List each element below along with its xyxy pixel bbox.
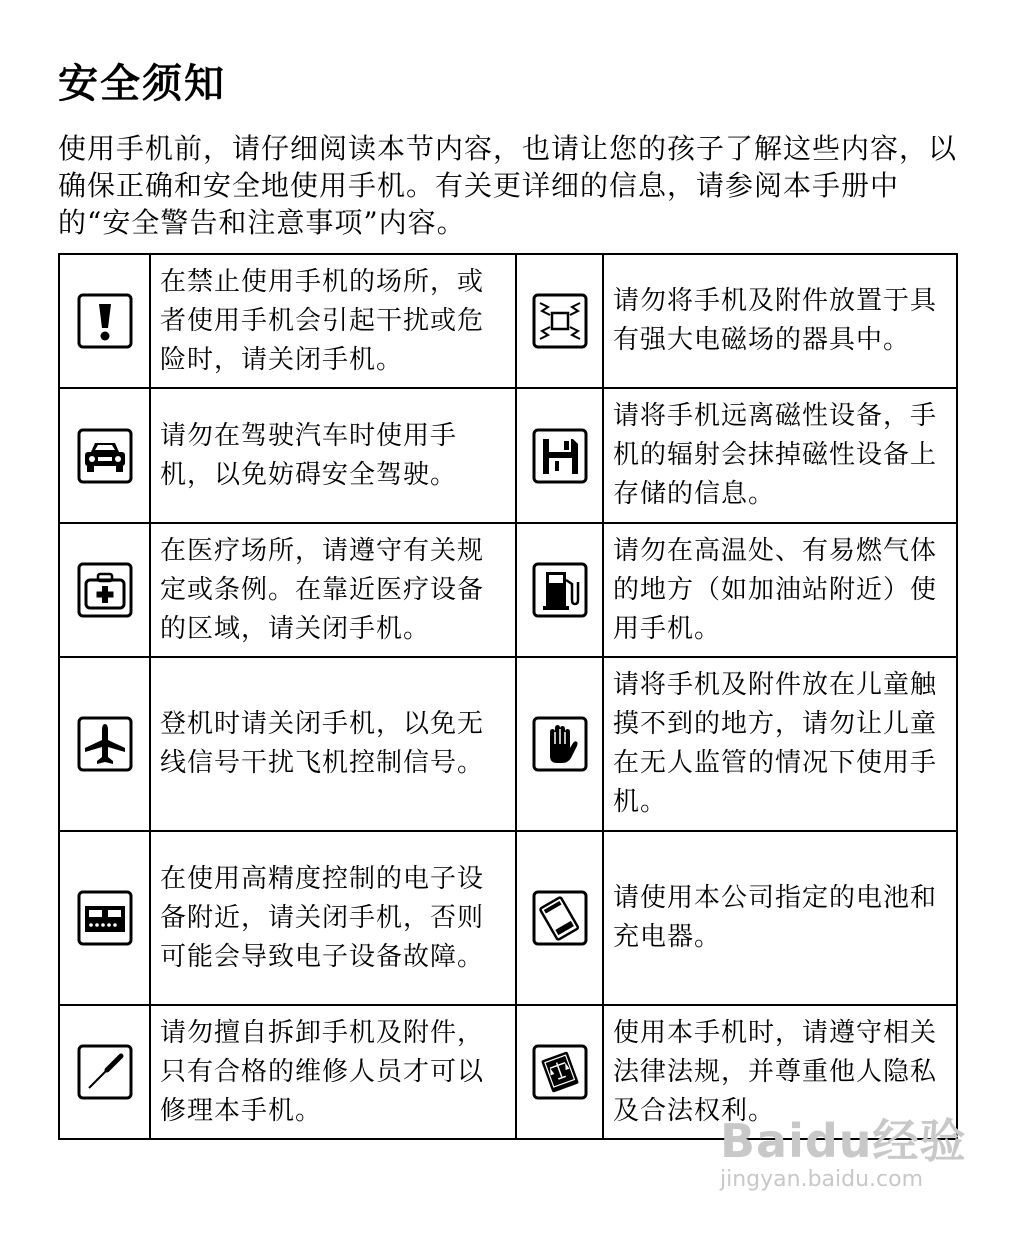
- safety-text: 请勿擅自拆卸手机及附件，只有合格的维修人员才可以修理本手机。: [150, 1005, 516, 1139]
- icon-cell: [516, 657, 603, 831]
- medical-kit-icon: [77, 562, 133, 618]
- icon-cell: [516, 523, 603, 657]
- watermark-url: jingyan.baidu.com: [720, 1167, 924, 1192]
- exclamation-icon: [77, 293, 133, 349]
- safety-text: 请使用本公司指定的电池和充电器。: [603, 831, 957, 1005]
- battery-icon: [532, 890, 588, 946]
- page-title: 安全须知: [58, 61, 226, 107]
- icon-cell: [516, 254, 603, 388]
- watermark-logo: Baidu经验: [720, 1114, 967, 1168]
- icon-cell: [59, 831, 150, 1005]
- icon-cell: [59, 388, 150, 523]
- safety-text: 使用本手机时，请遵守相关法律法规，并尊重他人隐私及合法权利。: [603, 1005, 957, 1139]
- safety-text: 请将手机及附件放在儿童触摸不到的地方，请勿让儿童在无人监管的情况下使用手机。: [603, 657, 957, 831]
- electromagnetic-field-icon: [532, 293, 588, 349]
- icon-cell: [59, 657, 150, 831]
- hand-icon: [532, 716, 588, 772]
- safety-text: 请勿将手机及附件放置于具有强大电磁场的器具中。: [603, 254, 957, 388]
- safety-text: 请将手机远离磁性设备，手机的辐射会抹掉磁性设备上存储的信息。: [603, 388, 957, 523]
- safety-text: 在使用高精度控制的电子设备附近，请关闭手机，否则可能会导致电子设备故障。: [150, 831, 516, 1005]
- table-row: [59, 657, 957, 831]
- screwdriver-icon: [77, 1044, 133, 1100]
- airplane-icon: [77, 716, 133, 772]
- icon-cell: [516, 831, 603, 1005]
- icon-cell: [59, 1005, 150, 1139]
- table-row: [59, 523, 957, 657]
- safety-text: 登机时请关闭手机，以免无线信号干扰飞机控制信号。: [150, 657, 516, 831]
- table-row: [59, 831, 957, 1005]
- intro-paragraph: 使用手机前，请仔细阅读本节内容，也请让您的孩子了解这些内容，以确保正确和安全地使用手机。有关更详细的信息，请参阅本手册中的“安全警告和注意事项”内容。: [58, 132, 958, 239]
- law-book-icon: [532, 1044, 588, 1100]
- safety-text: 请勿在高温处、有易燃气体的地方（如加油站附近）使用手机。: [603, 523, 957, 657]
- icon-cell: [59, 523, 150, 657]
- safety-text: 在禁止使用手机的场所，或者使用手机会引起干扰或危险时，请关闭手机。: [150, 254, 516, 388]
- car-icon: [77, 428, 133, 484]
- floppy-disk-icon: [532, 428, 588, 484]
- safety-text: 在医疗场所，请遵守有关规定或条例。在靠近医疗设备的区域，请关闭手机。: [150, 523, 516, 657]
- fuel-pump-icon: [532, 562, 588, 618]
- icon-cell: [516, 1005, 603, 1139]
- table-row: [59, 254, 957, 388]
- table-row: [59, 388, 957, 523]
- icon-cell: [516, 388, 603, 523]
- icon-cell: [59, 254, 150, 388]
- safety-text: 请勿在驾驶汽车时使用手机，以免妨碍安全驾驶。: [150, 388, 516, 523]
- safety-table: [58, 253, 958, 1140]
- table-row: [59, 1005, 957, 1139]
- electronic-device-icon: [77, 890, 133, 946]
